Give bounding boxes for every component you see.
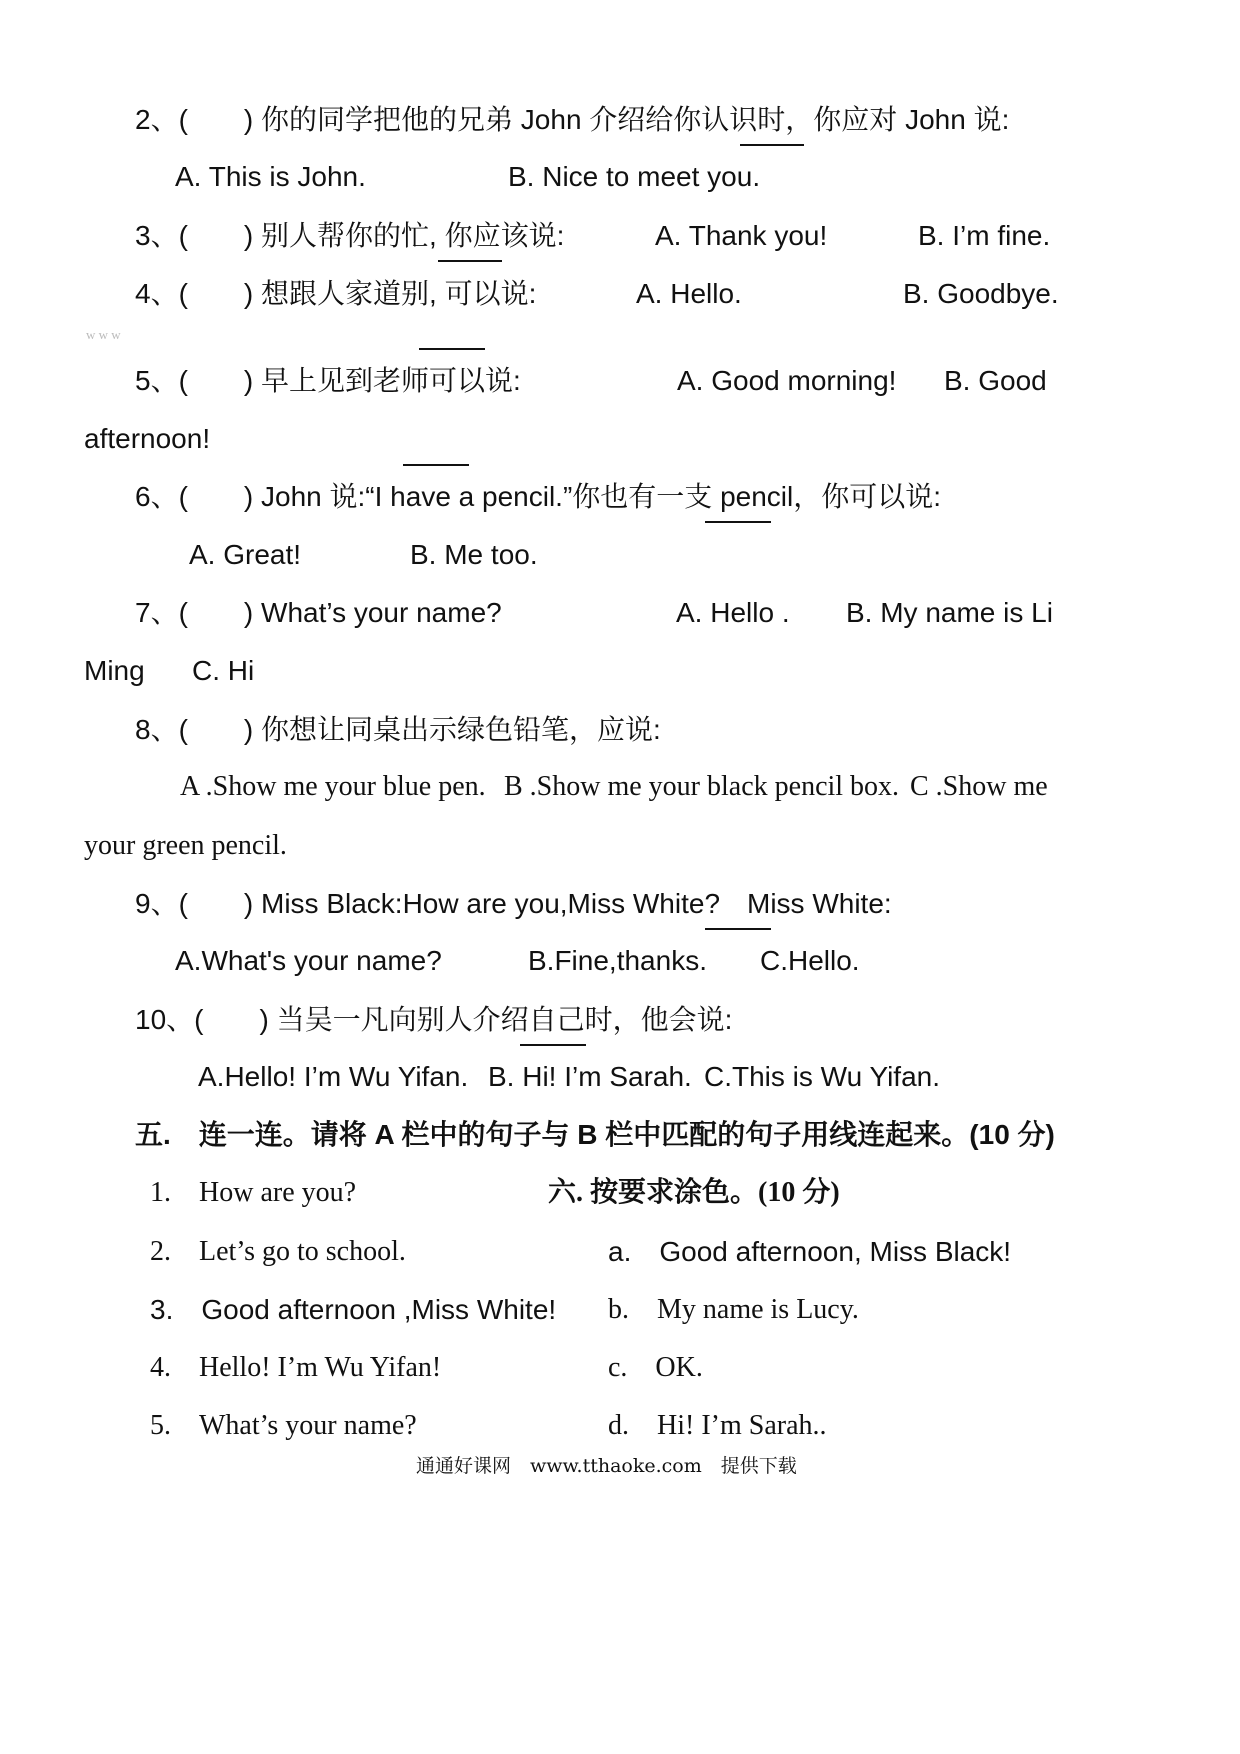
question-stem: 你的同学把他的兄弟 John 介绍给你认识时，你应对 John 说: <box>261 104 1010 135</box>
column-a-item: 5. What’s your name? <box>150 1410 417 1441</box>
option-b: B. Goodbye. <box>903 278 1059 309</box>
question-stem: What’s your name? <box>261 597 502 628</box>
question-number: 9、( ) <box>135 888 254 919</box>
question-stem: 别人帮你的忙, 你应该说: <box>261 220 565 251</box>
underline-mark <box>520 1044 586 1046</box>
question-3 <box>135 222 564 250</box>
option-c: C.Hello. <box>760 945 860 976</box>
question-number: 5、( ) <box>135 365 254 396</box>
option-b: B. Good <box>944 365 1047 396</box>
column-b-item: d. Hi! I’m Sarah.. <box>608 1410 827 1441</box>
option-b: B. My name is Li <box>846 597 1053 628</box>
column-a-item: 1. How are you? <box>150 1177 357 1208</box>
question-7 <box>135 599 502 627</box>
section-5-heading: 五. 连一连。请将 A 栏中的句子与 B 栏中匹配的句子用线连起来。(10 分) <box>135 1119 1055 1150</box>
question-stem: 你想让同桌出示绿色铅笔，应说: <box>261 714 661 745</box>
section-6-heading: 六. 按要求涂色。(10 分) <box>548 1177 840 1208</box>
option-a: A. This is John. <box>175 161 366 192</box>
column-a-item: 2. Let’s go to school. <box>150 1236 406 1267</box>
option-b: B. Hi! I’m Sarah. <box>488 1061 692 1092</box>
option-continuation: afternoon! <box>84 423 211 454</box>
column-a-item: 3. Good afternoon ,Miss White! <box>150 1294 557 1325</box>
option-a: A. Good morning! <box>677 365 897 396</box>
question-4 <box>135 280 536 308</box>
option-a: A. Thank you! <box>655 220 828 251</box>
question-number: 4、( ) <box>135 278 254 309</box>
option-b: B. I’m fine. <box>918 220 1051 251</box>
option-a: A. Great! <box>189 539 302 570</box>
question-9 <box>135 890 720 918</box>
question-2 <box>135 106 1009 134</box>
question-10 <box>135 1006 732 1034</box>
column-b-item: b. My name is Lucy. <box>608 1294 859 1325</box>
option-continuation: Ming <box>84 655 145 686</box>
option-b: B .Show me your black pencil box. <box>504 771 900 802</box>
underline-mark <box>438 260 502 262</box>
question-number: 10、( ) <box>135 1004 269 1035</box>
underline-mark <box>740 144 804 146</box>
question-stem: John 说:“I have a pencil.”你也有一支 pencil，你可以说: <box>261 481 942 512</box>
underline-mark <box>419 348 485 350</box>
underline-mark <box>403 464 469 466</box>
column-a-item: 4. Hello! I’m Wu Yifan! <box>150 1352 442 1383</box>
faint-watermark: w w w <box>86 327 121 342</box>
question-6 <box>135 483 941 511</box>
option-b: B. Me too. <box>410 539 538 570</box>
question-stem: 早上见到老师可以说: <box>261 365 521 396</box>
option-a: A.What's your name? <box>175 945 442 976</box>
question-number: 8、( ) <box>135 714 254 745</box>
question-stem: 当吴一凡向别人介绍自己时，他会说: <box>276 1004 733 1035</box>
option-a: A.Hello! I’m Wu Yifan. <box>198 1061 469 1092</box>
option-a: A. Hello . <box>676 597 790 628</box>
option-continuation: your green pencil. <box>84 830 287 861</box>
question-stem: Miss Black:How are you,Miss White? <box>261 888 721 919</box>
question-number: 7、( ) <box>135 597 254 628</box>
underline-mark <box>705 928 771 930</box>
question-number: 6、( ) <box>135 481 254 512</box>
column-b-item: a. Good afternoon, Miss Black! <box>608 1236 1012 1267</box>
question-stem: 想跟人家道别, 可以说: <box>261 278 537 309</box>
question-8 <box>135 716 661 744</box>
footer-credit: 通通好课网 www.tthaoke.com 提供下载 <box>416 1455 797 1477</box>
option-a: A .Show me your blue pen. <box>180 771 486 802</box>
option-b: B.Fine,thanks. <box>528 945 707 976</box>
option-c: C.This is Wu Yifan. <box>704 1061 941 1092</box>
option-c: C .Show me <box>910 771 1048 802</box>
underline-mark <box>705 521 771 523</box>
question-stem-speaker: Miss White: <box>747 888 892 919</box>
question-number: 2、( ) <box>135 104 254 135</box>
question-5 <box>135 367 521 395</box>
option-a: A. Hello. <box>636 278 742 309</box>
question-number: 3、( ) <box>135 220 254 251</box>
column-b-item: c. OK. <box>608 1352 703 1383</box>
option-b: B. Nice to meet you. <box>508 161 761 192</box>
option-c: C. Hi <box>192 655 255 686</box>
